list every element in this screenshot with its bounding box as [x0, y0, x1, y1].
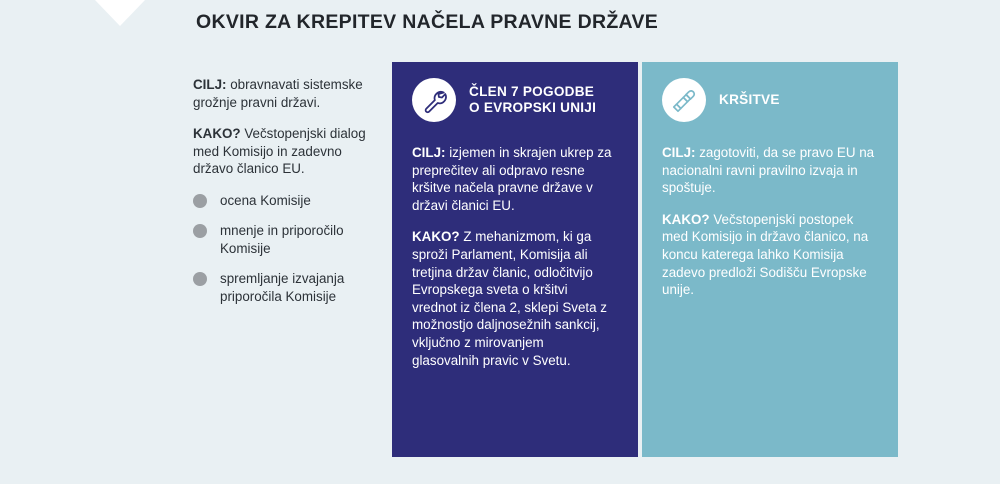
panel-article-7-header: [412, 78, 596, 122]
bullet-dot-icon: [193, 272, 207, 286]
panel-article-7-goal-paragraph: [412, 144, 614, 214]
panel-article-7-body: [412, 144, 614, 383]
left-goal-paragraph: [193, 76, 381, 111]
panel-infringements-goal-label: CILJ:: [662, 145, 696, 160]
panel-infringements-title: [719, 92, 780, 109]
panel-article-7-how-text: Z mehanizmom, ki ga sproži Parlament, Komisija ali tretjina držav članic, odločitvijo Evropskega sveta o kršitvi vrednot iz člena 2, sklepi Sveta z možnostjo daljnosežnih sankcij, vključno z mirovanjem glasovalnih pravic v Svetu.: [412, 229, 608, 368]
panel-infringements-body: [662, 144, 876, 313]
screwdriver-icon-circle: [662, 78, 706, 122]
panel-article-7-goal-label: CILJ:: [412, 145, 446, 160]
page-title: OKVIR ZA KREPITEV NAČELA PRAVNE DRŽAVE: [196, 11, 659, 33]
panel-article-7-goal-text: izjemen in skrajen ukrep za preprečitev ali odpravo resne kršitve načela pravne države v državi članici EU.: [412, 145, 612, 213]
panel-infringements-title-line1: KRŠITVE: [719, 91, 780, 107]
chevron-down-marker: [95, 0, 145, 26]
panel-article-7-title-line2: O EVROPSKI UNIJI: [469, 100, 597, 115]
panel-infringements-how-text: Večstopenjski postopek med Komisijo in državo članico, na koncu katerega lahko Komisija zadevo predloži Sodišču Evropske unije.: [662, 211, 869, 298]
panel-article-7: [392, 62, 638, 457]
list-item-label: mnenje in priporočilo Komisije: [220, 223, 344, 256]
list-item: [193, 192, 381, 210]
bullet-dot-icon: [193, 194, 207, 208]
list-item: [193, 270, 381, 305]
list-item: [193, 222, 381, 257]
panel-article-7-title: [469, 84, 596, 117]
left-goal-label: CILJ:: [193, 77, 227, 92]
wrench-icon: [421, 87, 448, 114]
panel-infringements-how-label: KAKO?: [662, 211, 710, 227]
left-how-paragraph: [193, 125, 381, 178]
panel-infringements-header: [662, 78, 780, 122]
panel-infringements: [642, 62, 898, 457]
list-item-label: ocena Komisije: [220, 192, 311, 208]
left-bullet-list: [193, 192, 381, 306]
panel-article-7-how-label: KAKO?: [412, 229, 460, 245]
list-item-label: spremljanje izvajanja priporočila Komisije: [220, 271, 345, 304]
screwdriver-icon: [671, 87, 698, 114]
bullet-dot-icon: [193, 224, 207, 238]
left-how-label: KAKO?: [193, 126, 241, 141]
left-column: [193, 76, 381, 318]
panel-infringements-goal-text: zagotoviti, da se pravo EU na nacionalni ravni pravilno izvaja in spoštuje.: [662, 145, 875, 196]
panel-article-7-title-line1: ČLEN 7 POGODBE: [469, 83, 595, 99]
left-how-text: Večstopenjski dialog med Komisijo in zadevno državo članico EU.: [193, 126, 366, 176]
wrench-icon-circle: [412, 78, 456, 122]
panel-infringements-goal-paragraph: [662, 144, 876, 197]
panel-article-7-how-paragraph: [412, 228, 614, 369]
panel-infringements-how-paragraph: [662, 211, 876, 299]
left-goal-text: obravnavati sistemske grožnje pravni državi.: [193, 77, 363, 110]
